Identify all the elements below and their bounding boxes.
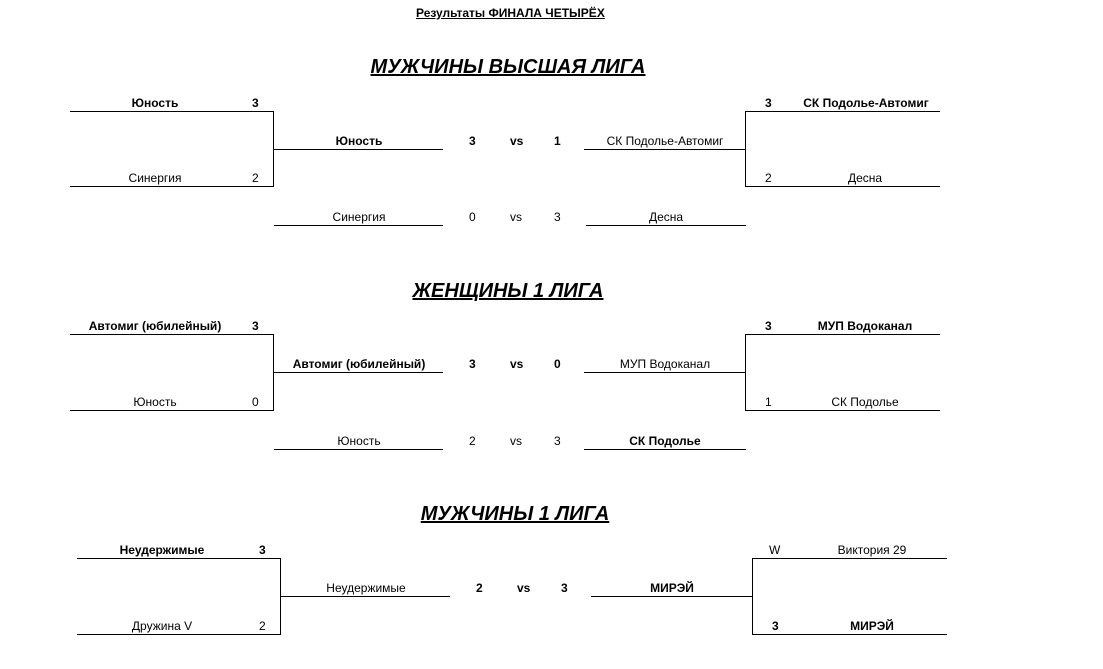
bracket-line (70, 334, 274, 335)
bracket-line (584, 149, 746, 150)
final-right-score: 0 (554, 357, 561, 371)
semifinal-right-bottom-score: 2 (765, 171, 772, 185)
semifinal-left-top-score: 3 (252, 319, 259, 333)
final-right-score: 1 (554, 134, 561, 148)
semifinal-right-top-score: 3 (765, 96, 772, 110)
semifinal-left-bottom-team: Дружина V (131, 619, 193, 633)
final-left-score: 2 (476, 581, 483, 595)
semifinal-left-bottom-score: 2 (259, 619, 266, 633)
bracket-line (745, 186, 940, 187)
semifinal-left-top-team: Неудержимые (119, 543, 205, 557)
semifinal-right-top-team: МУП Водоканал (817, 319, 913, 333)
bracket-line (584, 372, 746, 373)
semifinal-left-bottom-team: Юность (133, 395, 177, 409)
bracket-line (745, 334, 746, 411)
bracket-line (586, 225, 746, 226)
semifinal-left-bottom-score: 0 (252, 395, 259, 409)
bracket-line (584, 449, 746, 450)
bracket-line (745, 111, 746, 187)
third-right-team: СК Подолье (629, 434, 701, 448)
page-title: Результаты ФИНАЛА ЧЕТЫРЁХ (416, 6, 605, 20)
final-vs: vs (510, 357, 524, 371)
bracket-line (70, 186, 274, 187)
bracket-line (745, 410, 940, 411)
bracket-line (745, 111, 940, 112)
semifinal-right-top-team: СК Подолье-Автомиг (803, 96, 929, 110)
final-left-team: Автомиг (юбилейный) (292, 357, 426, 371)
final-right-team: СК Подолье-Автомиг (606, 134, 724, 148)
final-right-team: МИРЭЙ (650, 581, 694, 595)
final-left-team: Неудержимые (326, 581, 406, 595)
semifinal-right-bottom-score: 1 (765, 395, 772, 409)
final-left-team: Юность (335, 134, 383, 148)
semifinal-left-top-score: 3 (252, 96, 259, 110)
final-vs: vs (517, 581, 531, 595)
third-right-score: 3 (554, 210, 561, 224)
section-title: МУЖЧИНЫ 1 ЛИГА (420, 503, 610, 525)
bracket-line (752, 558, 947, 559)
bracket-line (281, 596, 450, 597)
bracket-line (77, 634, 281, 635)
semifinal-right-top-score: 3 (765, 319, 772, 333)
semifinal-right-top-team: Виктория 29 (837, 543, 907, 557)
semifinal-right-bottom-score: 3 (772, 619, 779, 633)
semifinal-right-bottom-team: МИРЭЙ (850, 619, 894, 633)
final-left-score: 3 (469, 134, 476, 148)
third-left-team: Юность (337, 434, 381, 448)
bracket-line (752, 634, 947, 635)
section-title: МУЖЧИНЫ ВЫСШАЯ ЛИГА (370, 56, 646, 78)
semifinal-right-bottom-team: СК Подолье (831, 395, 899, 409)
bracket-line (77, 558, 281, 559)
bracket-line (591, 596, 753, 597)
semifinal-right-bottom-team: Десна (847, 171, 883, 185)
semifinal-left-bottom-score: 2 (252, 171, 259, 185)
semifinal-left-bottom-team: Синергия (128, 171, 182, 185)
third-right-score: 3 (554, 434, 561, 448)
third-left-team: Синергия (332, 210, 386, 224)
bracket-line (70, 410, 274, 411)
bracket-line (752, 558, 753, 635)
bracket-line (745, 334, 940, 335)
third-left-score: 0 (469, 210, 476, 224)
final-left-score: 3 (469, 357, 476, 371)
semifinal-left-top-team: Юность (131, 96, 179, 110)
semifinal-left-top-team: Автомиг (юбилейный) (88, 319, 222, 333)
semifinal-right-top-score: W (769, 543, 781, 557)
bracket-line (274, 372, 443, 373)
third-vs: vs (510, 434, 522, 448)
bracket-line (274, 225, 443, 226)
semifinal-left-top-score: 3 (259, 543, 266, 557)
bracket-line (274, 149, 443, 150)
section-title: ЖЕНЩИНЫ 1 ЛИГА (412, 280, 604, 302)
third-vs: vs (510, 210, 522, 224)
third-left-score: 2 (469, 434, 476, 448)
final-right-team: МУП Водоканал (619, 357, 711, 371)
final-right-score: 3 (561, 581, 568, 595)
final-vs: vs (510, 134, 524, 148)
bracket-line (274, 449, 443, 450)
bracket-line (70, 111, 274, 112)
third-right-team: Десна (648, 210, 684, 224)
